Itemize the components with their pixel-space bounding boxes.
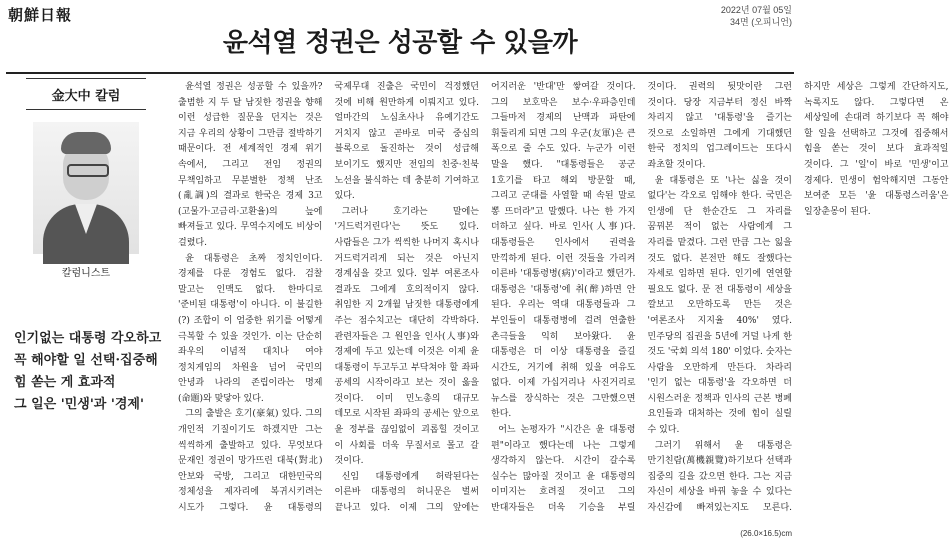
article-headline: 윤석열 정권은 성공할 수 있을까 bbox=[222, 28, 578, 58]
pull-quote-line: 힘 쏟는 게 효과적 bbox=[14, 375, 116, 390]
clipping-size: (26.0×16.5)cm bbox=[740, 529, 792, 538]
article-paragraph: 그의 출발은 호기(豪氣) 있다. 그의 개인적 기질이기도 하겠지만 그는 씩씩하게 출발하고 있다. 무엇보다 문재인 정권이 망가뜨린 대북(對北) 안보와 국방, 그리고 대한민국의 정체성을 제자리에 복귀시키려는 시도가 그렇다. 윤 대통령의 국제무대 진출은 국민이 걱정했던 것에 비해 원만하게 이뤄지고 있다. 얼마간의 노심초사나 유예기간도 거치지 않고 곧바로 미국 중심의 블록으로 돌진하는 것이 성급해 보이기도 했지만 전임의 친중·친북 노선을 불식하는 데 충분히 기여하고 있다. bbox=[178, 82, 479, 514]
article-paragraph: 윤석열 정권은 성공할 수 있을까? 출범한 지 두 달 남짓한 정권을 향해 이런 성급한 질문을 던지는 것은 지금 우리의 상황이 그만큼 절박하기 때문이다. 전 세계적인 경제 위기 속에서, 그리고 전임 정권의 무책임하고 무분별한 정책 난조(亂調)의 결과로 한국은 경제 3고(고물가·고금리·고환율)의 늪에 빠져들고 있다. 무역수지에도 비상이 걸렸다. bbox=[178, 82, 323, 248]
publish-date: 2022년 07월 05일 bbox=[720, 5, 792, 15]
article-body bbox=[178, 80, 949, 530]
author-role: 칼럼니스트 bbox=[61, 268, 111, 279]
article-paragraph: 그러기 위해서 윤 대통령은 만기친람(萬機親覽)하기보다 선택과 집중의 길을 갔으면 한다. 그는 지금 자신이 세상을 바꿔 놓을 수 있다는 자신감에 빠져있는지도 모른다. 하지만 세상은 그렇게 간단하지도, 녹록지도 않다. 그렇다면 온 세상일에 손대려 하기보다 꼭 해야 할 일을 선택하고 그것에 집중해서 힘을 쏟는 것이 보다 효과적일 것이다. 그 '일'이 바로 '민생'이고 경제다. 민생이 험악해지면 그동안 보여준 모든 '윤 대통령스러움'은 일장춘몽이 된다. bbox=[647, 82, 949, 514]
article-paragraph: 어느 논평자가 "시간은 윤 대통령 편"이라고 했다는데 나는 그렇게 생각하지 않는다. 시간이 갈수록 실수는 많아질 것이고 윤 대통령의 이미지는 흐려질 것이고 그의 반대자들은 더욱 기승을 부릴 것이다. 권력의 뒷맛이란 그런 것이다. 당장 지금부터 정신 바짝 차리지 않고 '대통령'을 즐기는 것으로 소일하면 그에게 기대했던 한국 정치의 업그레이드는 또다시 좌초할 것이다. bbox=[491, 82, 792, 514]
pull-quote-line: 꼭 해야할 일 선택·집중해 bbox=[14, 353, 158, 368]
author-photo bbox=[33, 122, 139, 254]
article-paragraph: 그러나 호기라는 말에는 '거드럭거린다'는 뜻도 있다. 사람들은 그가 씩씩한 나머지 혹시나 거드럭거리게 되는 것은 아닌지 경계심을 갖고 있다. 일부 여론조사 결과도 그에게 호의적이지 않다. 취임한 지 2개월 남짓한 대통령에게 주는 점수치고는 대단히 각박하다. 관련자들은 그 원인을 인사(人事)와 경제에 두고 있는데 이것은 이제 윤 대통령이 두고두고 부닥쳐야 할 좌파 공세의 시작이라고 보는 것이 옳을 것이다. 이미 민노총의 대규모 데모로 시작된 좌파의 공세는 앞으로 윤 정부를 끊임없이 괴롭힐 것이고 이 사회를 더욱 무질서로 몰고 갈 것이다. bbox=[334, 206, 479, 467]
column-sidebar bbox=[6, 78, 166, 279]
article-paragraph: 윤 대통령은 또 '나는 싫을 것이 없다'는 각오로 임해야 한다. 국민은 인생에 단 한순간도 그 자리를 꿈꿔본 적이 없는 사람에게 그 자리를 맡겼다. 그런 만큼 그는 잃을 것도 없다. 본전만 해도 잘했다는 자세로 임하면 된다. 인기에 연연할 필요도 없다. 문 전 대통령이 세상을 깔보고 오만하도록 만든 것은 '여론조사 지지율 40%' 였다. 민주당의 집권을 5년에 거덜 나게 한 것도 '국회 의석 180' 이었다. 숫자는 사람을 오만하게 만든다. 차라리 '인기 없는 대통령'을 각오하면 더 시원스러운 정책과 인사의 근본 병폐 요인들과 대처하는 것에 힘이 실릴 수 있다. bbox=[647, 175, 792, 436]
column-label: 金大中 칼럼 bbox=[26, 78, 146, 110]
page-section: 34면 (오피니언) bbox=[730, 17, 792, 27]
header-divider bbox=[6, 72, 794, 74]
pull-quote-line: 그 일은 '민생'과 '경제' bbox=[14, 397, 144, 412]
article-paragraph: 윤 대통령은 초짜 정치인이다. 경제를 다룬 경험도 없다. 검찰 말고는 인맥도 없다. 한마디로 '준비된 대통령'이 아니다. 이 불길한(?) 조합이 이 엄중한 위기를 어떻게 극복할 수 있을 것인가. 이는 단순히 좌우의 이념적 대치나 여야 정치게임의 차원을 넘어 국민의 안녕과 나라의 존립이라는 명제(命題)와 맞닿아 있다. bbox=[178, 253, 323, 404]
newspaper-masthead: 朝鮮日報 bbox=[8, 6, 73, 24]
pull-quote bbox=[14, 328, 168, 416]
article-paragraph: 신임 대통령에게 허락된다는 이른바 대통령의 허니문은 벌써 끝나고 있다. 이제 그의 앞에는 어지러운 '반대'만 쌓여갈 것이다. 그의 보호막은 보수·우파층인데 그들마저 경제의 난맥과 파탄에 휘둘리게 되면 그의 우군(友軍)은 큰 폭으로 줄 수도 있다. 누군가 이런 말을 했다. "대통령들은 공군 1호기를 타고 해외 방문할 때, 그리고 군대를 사열할 때 속된 말로 뽕 뜨더라"고 말했다. 나는 한 가지 더하고 싶다. 바로 인사(人事)다. 대통령들은 인사에서 권력을 만끽하게 된다. 이런 것들을 가리켜 이른바 '대통령병(病)'이라고 했던가. 대통령은 '대통령'에 취(醉)하면 안 된다. 우리는 역대 대통령들과 그 부인들이 대통령병에 걸려 연출한 촌극들을 익히 보아왔다. 윤 대통령은 더 이상 대통령을 즐길 시간도, 거기에 취해 있을 여유도 없다. 이제 가십거리나 사진거리로 뉴스를 장식하는 것은 그만했으면 한다. bbox=[334, 82, 636, 514]
pull-quote-line: 인기없는 대통령 각오하고 bbox=[14, 331, 162, 346]
